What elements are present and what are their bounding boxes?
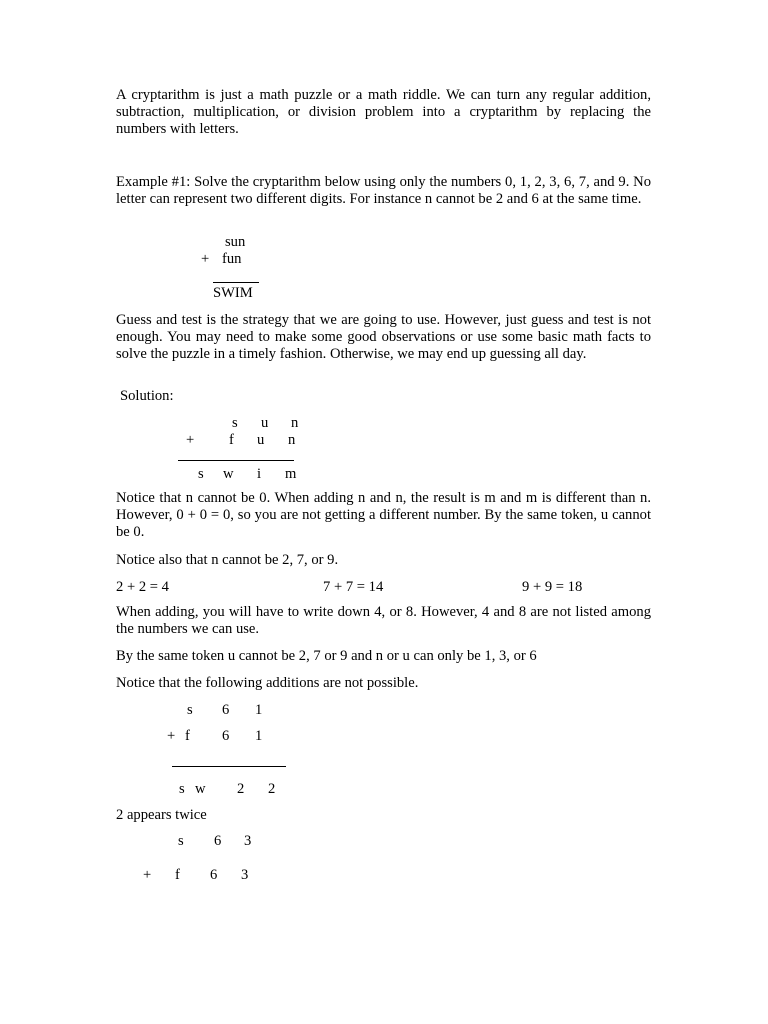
notice5-paragraph: Notice that the following additions are not possible. bbox=[116, 675, 419, 691]
example-b-row2-3: 3 bbox=[241, 867, 249, 883]
solution-row2-f: f bbox=[229, 432, 234, 448]
solution-row2-u: u bbox=[257, 432, 265, 448]
puzzle-result: SWIM bbox=[213, 285, 253, 301]
solution-plus: + bbox=[186, 432, 195, 448]
notice1-paragraph: Notice that n cannot be 0. When adding n and n, the result is m and m is different than n. However, 0 + 0 = 0, so you are not getting a different number. By the same token, u cannot be 0. bbox=[116, 490, 651, 540]
solution-row1-n: n bbox=[291, 415, 299, 431]
solution-result-i: i bbox=[257, 466, 262, 482]
example-a-result-2a: 2 bbox=[237, 781, 245, 797]
notice4-paragraph: By the same token u cannot be 2, 7 or 9 and n or u can only be 1, 3, or 6 bbox=[116, 648, 537, 664]
example-b-row1-3: 3 bbox=[244, 833, 252, 849]
equation-7-plus-7: 7 + 7 = 14 bbox=[323, 579, 384, 595]
example-a-row2-f: f bbox=[185, 728, 190, 744]
note-appears-twice: 2 appears twice bbox=[116, 807, 207, 823]
solution-row2-n: n bbox=[288, 432, 296, 448]
notice2-paragraph: Notice also that n cannot be 2, 7, or 9. bbox=[116, 552, 339, 568]
example-a-row1-s: s bbox=[187, 702, 193, 718]
equation-2-plus-2: 2 + 2 = 4 bbox=[116, 579, 169, 595]
example-a-plus: + bbox=[167, 728, 176, 744]
intro-paragraph: A cryptarithm is just a math puzzle or a math riddle. We can turn any regular addition, subtraction, multiplication, or division problem into a cryptarithm by replacing the numbers with letters. bbox=[116, 87, 651, 137]
solution-result-s: s bbox=[198, 466, 204, 482]
puzzle-plus: + bbox=[201, 251, 210, 267]
example-a-result-w: w bbox=[195, 781, 206, 797]
example-b-row2-6: 6 bbox=[210, 867, 218, 883]
notice3-paragraph: When adding, you will have to write down 4, or 8. However, 4 and 8 are not listed among the numbers we can use. bbox=[116, 604, 651, 637]
solution-result-w: w bbox=[223, 466, 234, 482]
puzzle-line1: sun bbox=[225, 234, 246, 250]
example-a-sum-line bbox=[172, 766, 286, 767]
solution-row1-u: u bbox=[261, 415, 269, 431]
example-a-result-s: s bbox=[179, 781, 185, 797]
example-b-row1-s: s bbox=[178, 833, 184, 849]
example-a-row2-6: 6 bbox=[222, 728, 230, 744]
example-b-row2-f: f bbox=[175, 867, 180, 883]
example-b-plus: + bbox=[143, 867, 152, 883]
solution-label: Solution: bbox=[120, 388, 174, 404]
example-a-result-2b: 2 bbox=[268, 781, 276, 797]
example-a-row2-1: 1 bbox=[255, 728, 263, 744]
example-a-row1-1: 1 bbox=[255, 702, 263, 718]
solution-row1-s: s bbox=[232, 415, 238, 431]
example-b-row1-6: 6 bbox=[214, 833, 222, 849]
example-a-row1-6: 6 bbox=[222, 702, 230, 718]
example1-paragraph: Example #1: Solve the cryptarithm below using only the numbers 0, 1, 2, 3, 6, 7, and 9. No letter can represent two different digits. For instance n cannot be 2 and 6 at the same time. bbox=[116, 174, 651, 207]
puzzle-sum-line bbox=[213, 282, 259, 283]
strategy-paragraph: Guess and test is the strategy that we are going to use. However, just guess and test is not enough. You may need to make some good observations or use some basic math facts to solve the puzzle in a timely fashion. Otherwise, we may end up guessing all day. bbox=[116, 312, 651, 362]
puzzle-line2: fun bbox=[222, 251, 242, 267]
solution-sum-line bbox=[178, 460, 294, 461]
equation-9-plus-9: 9 + 9 = 18 bbox=[522, 579, 583, 595]
solution-result-m: m bbox=[285, 466, 297, 482]
